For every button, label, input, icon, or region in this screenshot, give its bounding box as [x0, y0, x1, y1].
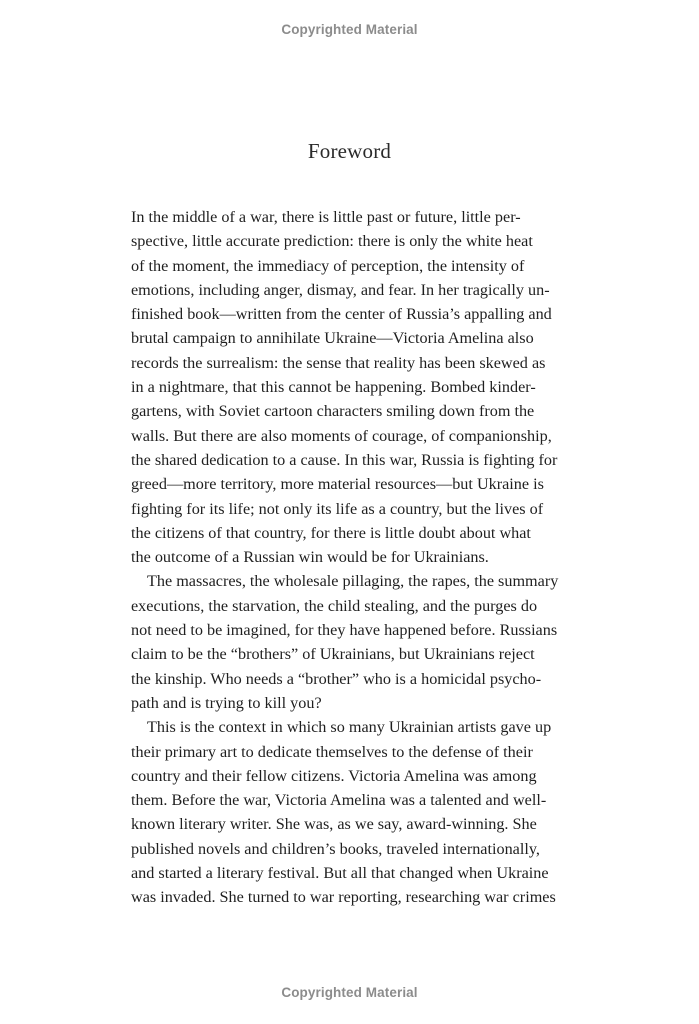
paragraph-1: [131, 205, 570, 569]
text-line: gartens, with Soviet cartoon characters smiling down from the: [131, 402, 535, 421]
text-line: of the moment, the immediacy of perception, the intensity of: [131, 256, 525, 275]
chapter-title: Foreword: [307, 139, 392, 163]
text-line: the citizens of that country, for there is little doubt about what: [131, 523, 531, 542]
paragraph-2: [131, 569, 570, 715]
text-line: fighting for its life; not only its life as a country, but the lives of: [131, 499, 544, 518]
text-line: emotions, including anger, dismay, and fear. In her tragically un-: [131, 280, 550, 299]
text-line: in a nightmare, that this cannot be happening. Bombed kinder-: [131, 378, 536, 397]
text-line: the shared dedication to a cause. In this war, Russia is fighting for: [131, 450, 558, 469]
text-line: not need to be imagined, for they have happened before. Russians: [131, 621, 558, 640]
body-text: [131, 205, 570, 910]
text-line: published novels and children’s books, traveled internationally,: [131, 839, 540, 858]
text-line: brutal campaign to annihilate Ukraine—Victoria Amelina also: [131, 329, 534, 348]
text-line: the outcome of a Russian win would be for Ukrainians.: [131, 548, 489, 567]
text-line: In the middle of a war, there is little past or future, little per-: [131, 208, 521, 226]
copyright-watermark-top: Copyrighted Material: [281, 22, 418, 37]
copyright-watermark-bottom: Copyrighted Material: [281, 985, 418, 1000]
text-line: executions, the starvation, the child stealing, and the purges do: [131, 596, 538, 615]
text-line: known literary writer. She was, as we say, award-winning. She: [131, 815, 537, 834]
text-line: This is the context in which so many Ukrainian artists gave up: [147, 718, 552, 737]
text-line: their primary art to dedicate themselves to the defense of their: [131, 742, 533, 761]
text-line: the kinship. Who needs a “brother” who is a homicidal psycho-: [131, 669, 542, 688]
text-line: walls. But there are also moments of courage, of companionship,: [131, 426, 552, 445]
text-line: finished book—written from the center of Russia’s appalling and: [131, 305, 552, 324]
text-line: records the surrealism: the sense that reality has been skewed as: [131, 353, 546, 372]
text-line: path and is trying to kill you?: [131, 693, 322, 712]
text-line: greed—more territory, more material resources—but Ukraine is: [131, 475, 544, 494]
text-line: claim to be the “brothers” of Ukrainians, but Ukrainians reject: [131, 645, 535, 664]
text-line: and started a literary festival. But all that changed when Ukraine: [131, 864, 549, 883]
text-line: The massacres, the wholesale pillaging, the rapes, the summary: [147, 572, 559, 591]
paragraph-3: [131, 715, 570, 909]
text-line: country and their fellow citizens. Victoria Amelina was among: [131, 766, 537, 785]
text-line: was invaded. She turned to war reporting, researching war crimes: [131, 888, 556, 907]
text-line: them. Before the war, Victoria Amelina was a talented and well-: [131, 791, 547, 810]
text-line: spective, little accurate prediction: there is only the white heat: [131, 232, 533, 251]
